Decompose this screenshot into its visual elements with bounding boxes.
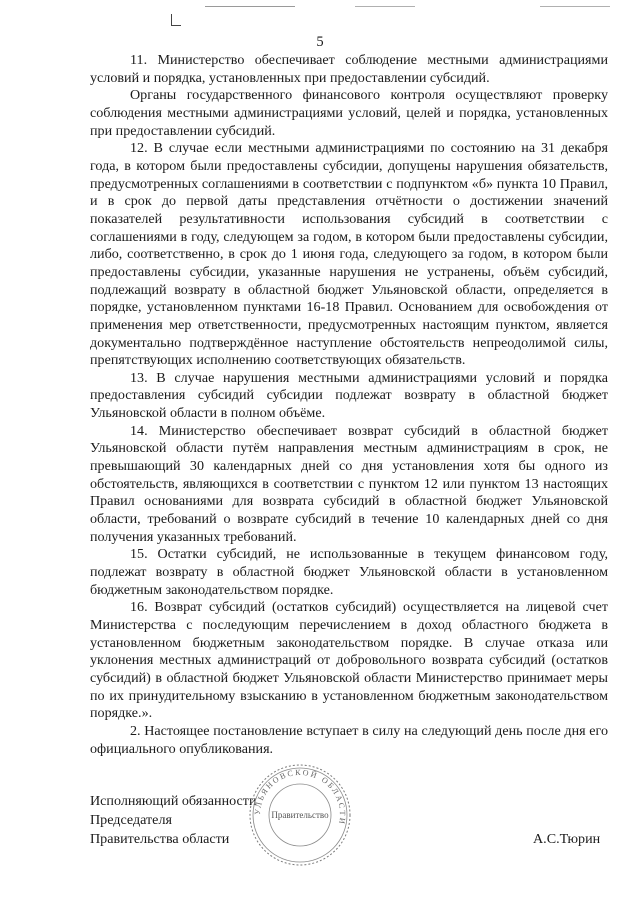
scan-artifact bbox=[355, 6, 415, 7]
signatory-line-1: Исполняющий обязанности bbox=[90, 793, 257, 809]
document-body bbox=[90, 52, 608, 758]
paragraph-12: 12. В случае если местными администрациями по состоянию на 31 декабря года, в котором были предоставлены субсидии, допущены нарушения обязательств, предусмотренных соглашениями в соответствии с подпунктом «б» пункта 10 Правил, и в срок до первой даты представления отчётности о достижении значений показателей результативности использования субсидий в соответствии с соглашениями в году, следующем за годом, в котором были предоставлены субсидии, либо, соответственно, в срок до 1 июня года, следующего за годом, в котором были предоставлены субсидии, указанные нарушения не устранены, объём субсидий, подлежащий возврату в областной бюджет Ульяновской области, определяется в порядке, установленном пунктами 16-18 Правил. Основанием для освобождения от применения мер ответственности, предусмотренных настоящим пунктом, является документально подтверждённое наступление обстоятельств непреодолимой силы, препятствующих исполнению соответствующих обязательств. bbox=[90, 140, 608, 369]
official-seal bbox=[245, 760, 355, 870]
paragraph-14: 14. Министерство обеспечивает возврат субсидий в областной бюджет Ульяновской области путём направления местным администрациям в срок, не превышающий 30 календарных дней со дня установления хотя бы одного из обстоятельств, являющихся в соответствии с пунктом 12 или пунктом 13 настоящих Правил основаниями для возврата субсидий в областной бюджет Ульяновской области, требований о возврате субсидий в течение 10 календарных дней со дня получения указанных требований. bbox=[90, 422, 608, 545]
paragraph-15: 15. Остатки субсидий, не использованные в текущем финансовом году, подлежат возврату в областной бюджет Ульяновской области в установленном бюджетным законодательством порядке. bbox=[90, 546, 608, 598]
signatory-name: А.С.Тюрин bbox=[533, 831, 601, 847]
paragraph-control: Органы государственного финансового контроля осуществляют проверку соблюдения местными администрациями условий, целей и порядка, установленных при предоставлении субсидий. bbox=[90, 87, 608, 139]
signatory-title bbox=[90, 792, 257, 849]
paragraph-16: 16. Возврат субсидий (остатков субсидий) осуществляется на лицевой счет Министерства с последующим перечислением в доход областного бюджета в установленном бюджетным законодательством порядке. В случае отказа или уклонения местных администраций от добровольного возврата субсидий (остатков субсидий) в областной бюджет Ульяновской области Министерство принимает меры по их принудительному взысканию в установленном бюджетным законодательством порядке.». bbox=[90, 599, 608, 722]
signatory-line-3: Правительства области bbox=[90, 831, 230, 847]
paragraph-11: 11. Министерство обеспечивает соблюдение местными администрациями условий и порядка, установленных при предоставлении субсидий. bbox=[90, 52, 608, 86]
scan-artifact bbox=[205, 6, 295, 7]
paragraph-13: 13. В случае нарушения местными администрациями условий и порядка предоставления субсидий субсидии подлежат возврату в областной бюджет Ульяновской области в полном объёме. bbox=[90, 369, 608, 422]
seal-ring-text: УЛЬЯНОВСКОЙ ОБЛАСТИ bbox=[252, 767, 348, 827]
page-number: 5 bbox=[316, 34, 324, 50]
seal-center-text: Правительство bbox=[271, 810, 329, 820]
paragraph-2: 2. Настоящее постановление вступает в силу на следующий день после дня его официального опубликования. bbox=[90, 722, 608, 757]
scan-corner-mark bbox=[171, 25, 181, 26]
scan-artifact bbox=[540, 6, 610, 7]
signatory-line-2: Председателя bbox=[90, 812, 172, 828]
